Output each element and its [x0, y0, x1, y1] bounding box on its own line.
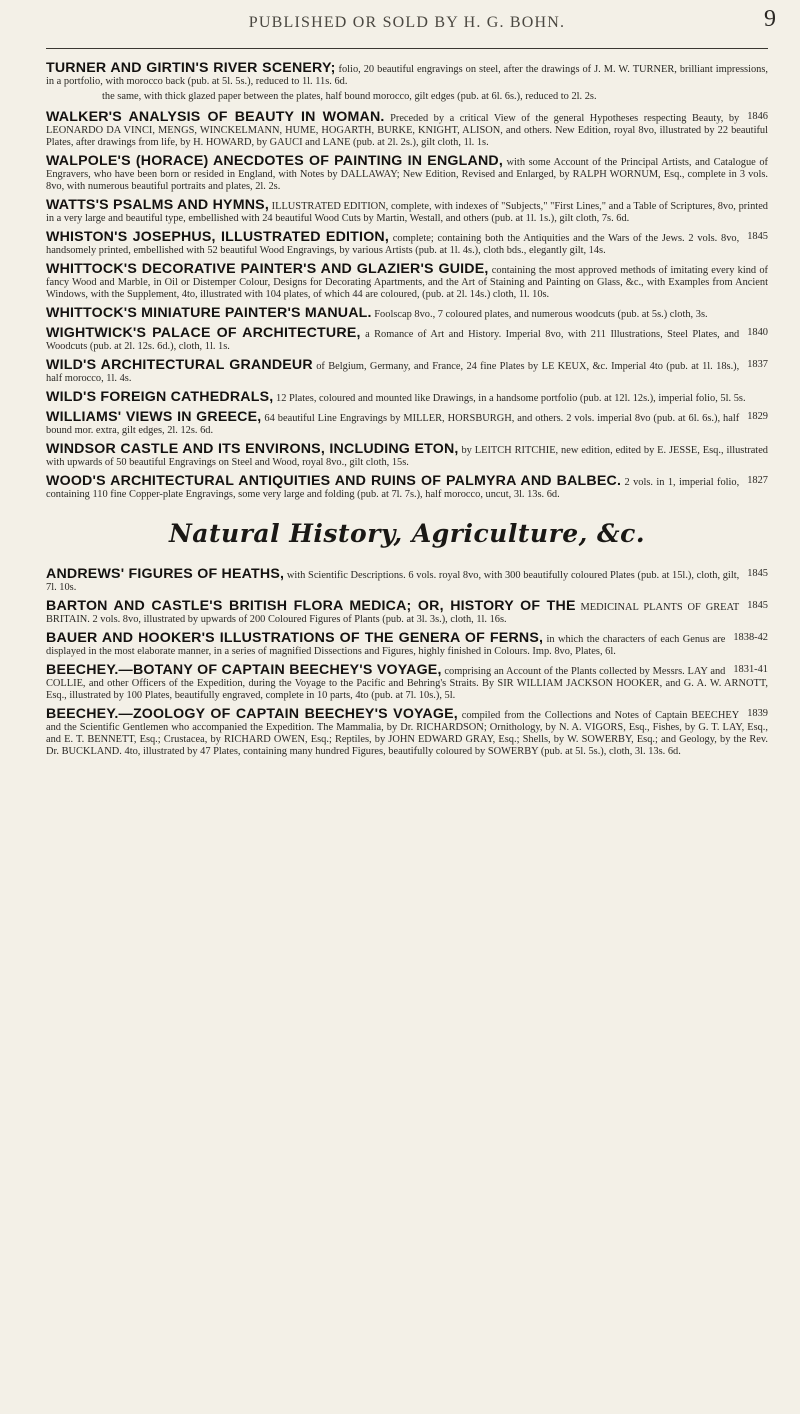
entry-description: of Belgium, Germany, and France, 24 fine Plates by LE KEUX, &c. Imperial 4to (pub. at 1l. 18s.), half morocco, 1l. 4s. [46, 361, 740, 384]
entry-year: 1846 [747, 111, 768, 122]
entry-description: by LEITCH RITCHIE, new edition, edited by E. JESSE, Esq., illustrated with upwards of 50 beautiful Engravings on Steel and Wood, royal 8vo., gilt cloth, 15s. [46, 445, 768, 468]
page-number: 9 [764, 6, 776, 32]
entry-heading: BEECHEY.—ZOOLOGY OF CAPTAIN BEECHEY'S VOYAGE, [46, 706, 458, 722]
entry-description: MEDICINAL PLANTS OF GREAT BRITAIN. 2 vols. 8vo, illustrated by upwards of 200 Coloured Figures of Plants (pub. at 3l. 3s.), cloth, 1l. 16s. [46, 602, 740, 625]
entry-description: 64 beautiful Line Engravings by MILLER, HORSBURGH, and others. 2 vols. imperial 8vo (pub. at 6l. 6s.), half bound mor. extra, gilt edges, 2l. 12s. 6d. [46, 413, 740, 436]
running-title: PUBLISHED OR SOLD BY H. G. BOHN. [248, 14, 566, 31]
catalogue-entry [46, 708, 768, 758]
entry-heading: WHITTOCK'S DECORATIVE PAINTER'S AND GLAZIER'S GUIDE, [46, 261, 489, 277]
entry-heading: WILD'S FOREIGN CATHEDRALS, [46, 389, 274, 405]
entry-heading: ANDREWS' FIGURES OF HEATHS, [46, 566, 285, 582]
entry-year: 1845 [747, 568, 768, 579]
entry-heading: WALKER'S ANALYSIS OF BEAUTY IN WOMAN. [46, 109, 385, 125]
section-heading: Natural History, Agriculture, &c. [168, 519, 646, 548]
entry-description: the same, with thick glazed paper between the plates, half bound morocco, gilt edges (pub. at 6l. 6s.), reduced to 2l. 2s. [102, 91, 597, 102]
entry-description: in which the characters of each Genus are displayed in the most elaborate manner, in a series of magnified Dissections and Figures, highly finished in Colours. Imp. 8vo, Plates, 6l. [46, 634, 726, 657]
header-rule [46, 48, 768, 49]
entry-year: 1839 [747, 708, 768, 719]
entry-year: 1838-42 [733, 632, 768, 643]
entry-year: 1837 [747, 359, 768, 370]
catalogue-entry [46, 263, 768, 301]
entry-year: 1831-41 [733, 664, 768, 675]
catalogue-entry [46, 600, 768, 626]
entry-description: containing the most approved methods of imitating every kind of fancy Wood and Marble, in Oil or Distemper Colour, Designs for Decorating Apartments, and the Art of Staining and Painting on Glass, &c., with Examples from Ancient Windows, with the Supplement, 4to, illustrated with 104 plates, of which 44 are coloured, (pub. at 2l. 14s.) cloth, 1l. 10s. [46, 265, 768, 300]
entry-description: Foolscap 8vo., 7 coloured plates, and numerous woodcuts (pub. at 5s.) cloth, 3s. [371, 309, 708, 320]
entry-description: with some Account of the Principal Artists, and Catalogue of Engravers, who have been born or resided in England, with Notes by DALLAWAY; New Edition, Revised and Enlarged, by RALPH WORNUM, Esq., complete in 3 vols. 8vo, with numerous beautiful portraits and plates, 2l. 2s. [46, 157, 768, 192]
catalogue-entry [46, 391, 768, 405]
entry-description: compiled from the Collections and Notes of Captain BEECHEY and the Scientific Gentlemen who accompanied the Expedition. The Mammalia, by Dr. RICHARDSON; Ornithology, by N. A. VIGORS, Esq., Fishes, by G. T. LAY, Esq., and E. T. BENNETT, Esq.; Crustacea, by RICHARD OWEN, Esq.; Reptiles, by JOHN EDWARD GRAY, Esq.; Shells, by W. SOWERBY, Esq.; and Geology, by the Rev. Dr. BUCKLAND. 4to, illustrated by 47 Plates, containing many hundred Figures, beautifully coloured by SOWERBY (pub. at 5l. 5s.), cloth, 3l. 13s. 6d. [46, 710, 768, 757]
catalogue-entry [46, 568, 768, 594]
entry-heading: WILD'S ARCHITECTURAL GRANDEUR [46, 357, 313, 373]
catalogue-entry [46, 664, 768, 702]
entry-heading: WINDSOR CASTLE AND ITS ENVIRONS, INCLUDING ETON, [46, 441, 459, 457]
entry-year: 1827 [747, 475, 768, 486]
entry-heading: WILLIAMS' VIEWS IN GREECE, [46, 409, 262, 425]
entry-description: with Scientific Descriptions. 6 vols. royal 8vo, with 300 beautifully coloured Plates (pub. at 15l.), cloth, gilt, 7l. 10s. [46, 570, 740, 593]
entry-heading: BEECHEY.—BOTANY OF CAPTAIN BEECHEY'S VOYAGE, [46, 662, 442, 678]
entry-description: 2 vols. in 1, imperial folio, containing 110 fine Copper-plate Engravings, some very large and folding (pub. at 7l. 7s.), half morocco, uncut, 3l. 13s. 6d. [46, 477, 740, 500]
catalogue-entries-natural-history [46, 568, 768, 758]
entry-heading: WOOD'S ARCHITECTURAL ANTIQUITIES AND RUINS OF PALMYRA AND BALBEC. [46, 473, 622, 489]
catalogue-entry [46, 411, 768, 437]
catalogue-entry [46, 443, 768, 469]
catalogue-entry [46, 231, 768, 257]
entry-year: 1840 [747, 327, 768, 338]
entry-description: Preceded by a critical View of the general Hypotheses respecting Beauty, by LEONARDO DA VINCI, MENGS, WINCKELMANN, HUME, HOGARTH, BURKE, KNIGHT, ALISON, and others. New Edition, royal 8vo, illustrated by 22 beautiful Plates, after drawings from life, by H. HOWARD, by GAUCI and LANE (pub. at 2l. 2s.), gilt cloth, 1l. 1s. [46, 113, 768, 148]
entry-heading: TURNER AND GIRTIN'S RIVER SCENERY; [46, 60, 336, 76]
entry-year: 1845 [747, 600, 768, 611]
catalogue-entry [46, 307, 768, 321]
catalogue-entry-variant [46, 91, 768, 103]
entry-heading: BAUER AND HOOKER'S ILLUSTRATIONS OF THE GENERA OF FERNS, [46, 630, 544, 646]
entry-heading: BARTON AND CASTLE'S BRITISH FLORA MEDICA; OR, HISTORY OF THE [46, 598, 576, 614]
catalogue-entry [46, 199, 768, 225]
entry-heading: WIGHTWICK'S PALACE OF ARCHITECTURE, [46, 325, 361, 341]
catalogue-entry [46, 359, 768, 385]
entry-description: folio, 20 beautiful engravings on steel, after the drawings of J. M. W. TURNER, brilliant impressions, in a portfolio, with morocco back (pub. at 5l. 5s.), reduced to 1l. 11s. 6d. [46, 64, 768, 87]
catalogue-entry [46, 62, 768, 88]
entry-description: 12 Plates, coloured and mounted like Drawings, in a handsome portfolio (pub. at 12l. 12s.), imperial folio, 5l. 5s. [273, 393, 746, 404]
catalogue-entry [46, 475, 768, 501]
entry-year: 1845 [747, 231, 768, 242]
entry-description: ILLUSTRATED EDITION, complete, with indexes of "Subjects," "First Lines," and a Table of Scriptures, 8vo, printed in a very large and beautiful type, embellished with 24 beautiful Wood Cuts by Martin, Westall, and others (pub. at 1l. 1s.), gilt cloth, 7s. 6d. [46, 201, 768, 224]
catalogue-entry [46, 155, 768, 193]
catalogue-entry [46, 111, 768, 149]
catalogue-page [46, 0, 776, 764]
catalogue-entry [46, 632, 768, 658]
entry-heading: WHITTOCK'S MINIATURE PAINTER'S MANUAL. [46, 305, 372, 321]
catalogue-entries-fine-arts [46, 62, 768, 501]
entry-heading: WALPOLE'S (HORACE) ANECDOTES OF PAINTING IN ENGLAND, [46, 153, 503, 169]
entry-heading: WATTS'S PSALMS AND HYMNS, [46, 197, 269, 213]
catalogue-entry [46, 327, 768, 353]
entry-year: 1829 [747, 411, 768, 422]
entry-description: comprising an Account of the Plants collected by Messrs. LAY and COLLIE, and other Officers of the Expedition, during the Voyage to the Pacific and Behring's Straits. By SIR WILLIAM JACKSON HOOKER, and G. A. W. ARNOTT, Esq., illustrated by 100 Plates, beautifully engraved, complete in 10 parts, 4to (pub. at 7l. 10s.), 5l. [46, 666, 768, 701]
entry-description: complete; containing both the Antiquities and the Wars of the Jews. 2 vols. 8vo, handsomely printed, embellished with 52 beautiful Wood Engravings, by various Artists (pub. at 1l. 4s.), cloth bds., elegantly gilt, 14s. [46, 233, 740, 256]
entry-heading: WHISTON'S JOSEPHUS, ILLUSTRATED EDITION, [46, 229, 390, 245]
page-header [46, 6, 776, 50]
entry-description: a Romance of Art and History. Imperial 8vo, with 211 Illustrations, Steel Plates, and Woodcuts (pub. at 2l. 12s. 6d.), cloth, 1l. 1s. [46, 329, 740, 352]
